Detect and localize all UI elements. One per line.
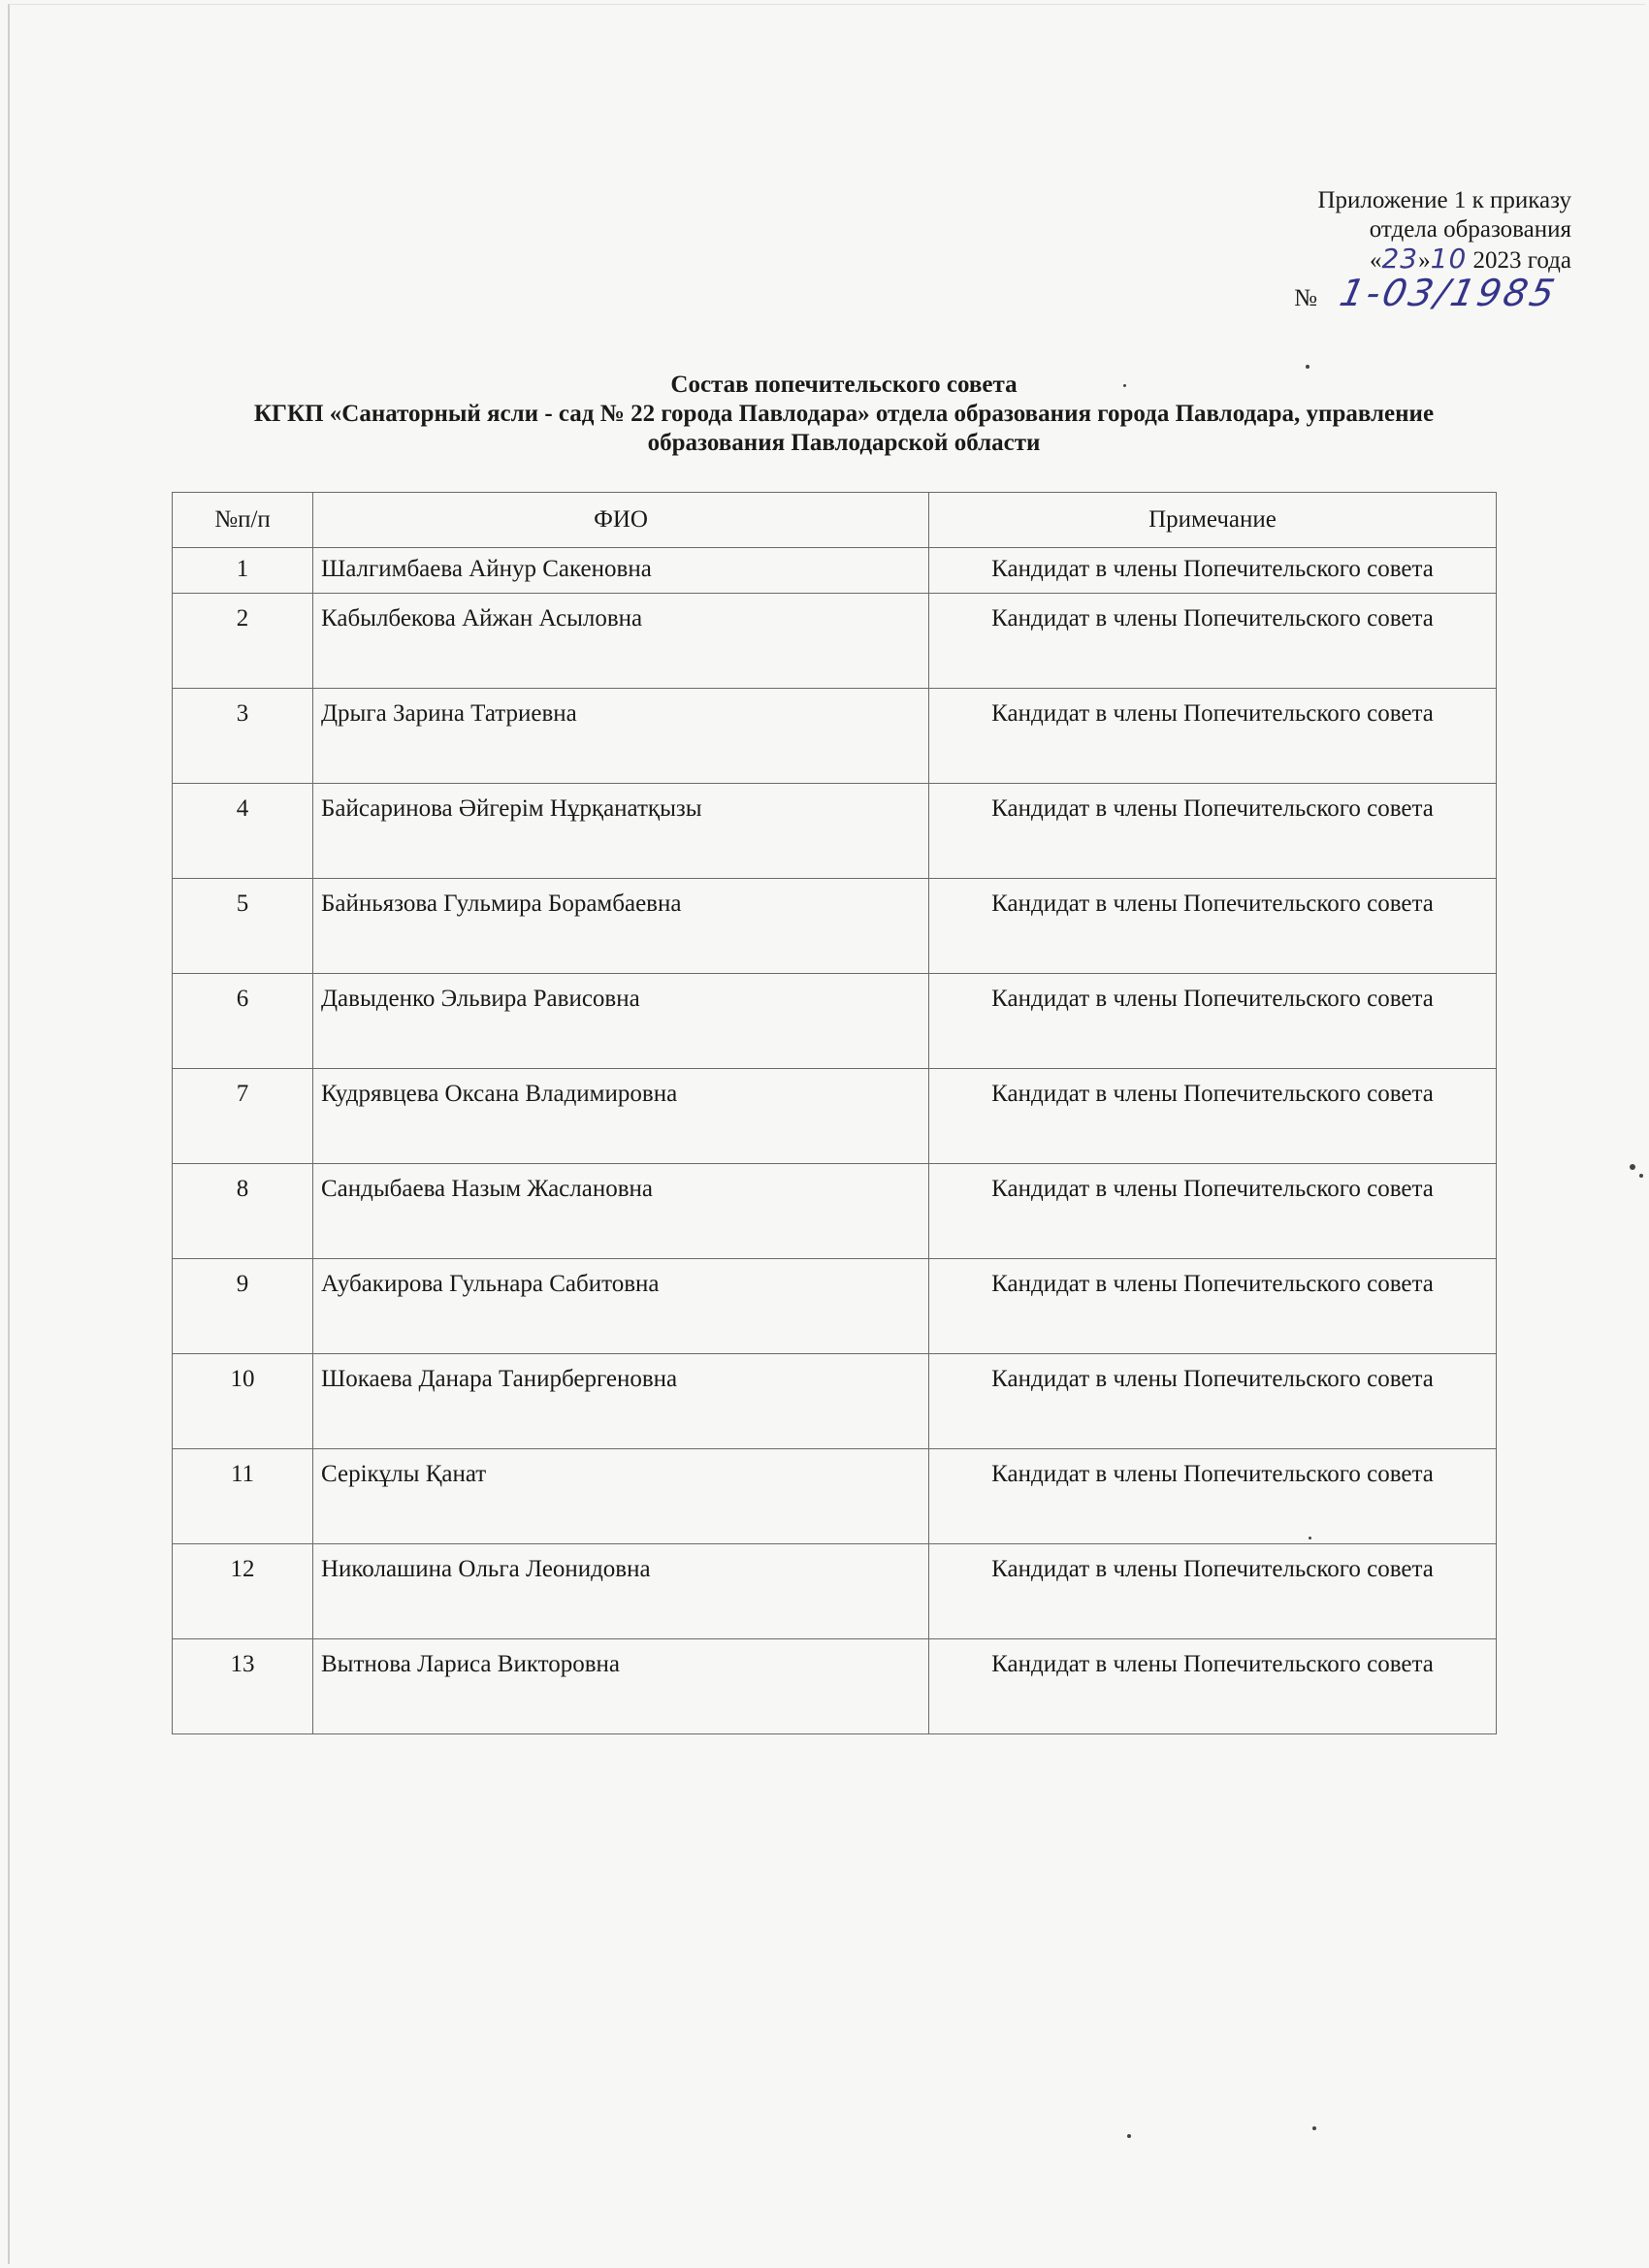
title-line-1: Состав попечительского совета — [670, 372, 1018, 398]
table-row — [173, 1164, 1497, 1259]
appendix-line-1: Приложение 1 к приказу — [1317, 187, 1571, 213]
members-table — [172, 492, 1497, 1734]
row-note: Кандидат в члены Попечительского совета — [929, 974, 1497, 1069]
row-note: Кандидат в члены Попечительского совета — [929, 1449, 1497, 1544]
row-number: 13 — [173, 1639, 313, 1734]
row-number: 5 — [173, 879, 313, 974]
row-name: Шалгимбаева Айнур Сакеновна — [313, 548, 929, 594]
row-note: Кандидат в члены Попечительского совета — [929, 1639, 1497, 1734]
row-number: 11 — [173, 1449, 313, 1544]
table-row — [173, 689, 1497, 784]
header-name: ФИО — [313, 493, 929, 548]
date-month-handwritten: 10 — [1430, 243, 1468, 275]
scan-speck — [1309, 1537, 1311, 1539]
row-number: 1 — [173, 548, 313, 594]
row-name: Сандыбаева Назым Жаслановна — [313, 1164, 929, 1259]
row-number: 3 — [173, 689, 313, 784]
table-row — [173, 879, 1497, 974]
table-row — [173, 548, 1497, 594]
row-note: Кандидат в члены Попечительского совета — [929, 879, 1497, 974]
table-header-row — [173, 493, 1497, 548]
table-row — [173, 1544, 1497, 1639]
row-note: Кандидат в члены Попечительского совета — [929, 1164, 1497, 1259]
order-number-handwritten: 1-03/1985 — [1336, 272, 1562, 314]
row-note: Кандидат в члены Попечительского совета — [929, 1544, 1497, 1639]
row-note: Кандидат в члены Попечительского совета — [929, 548, 1497, 594]
row-number: 2 — [173, 594, 313, 689]
scan-speck — [1127, 2134, 1131, 2138]
row-number: 10 — [173, 1354, 313, 1449]
order-number-label: № — [1294, 285, 1317, 311]
appendix-header — [1317, 186, 1571, 275]
scan-speck — [1630, 1164, 1635, 1170]
header-number: №п/п — [173, 493, 313, 548]
row-name: Байньязова Гульмира Борамбаевна — [313, 879, 929, 974]
scan-speck — [1639, 1174, 1643, 1178]
row-number: 7 — [173, 1069, 313, 1164]
title-line-3: образования Павлодарской области — [647, 430, 1041, 456]
row-note: Кандидат в члены Попечительского совета — [929, 1259, 1497, 1354]
table-row — [173, 1354, 1497, 1449]
row-number: 4 — [173, 784, 313, 879]
scan-speck — [1312, 2126, 1316, 2130]
row-name: Давыденко Эльвира Рависовна — [313, 974, 929, 1069]
row-name: Николашина Ольга Леонидовна — [313, 1544, 929, 1639]
row-number: 6 — [173, 974, 313, 1069]
document-title — [165, 371, 1523, 458]
date-close-quote: » — [1418, 247, 1431, 274]
row-note: Кандидат в члены Попечительского совета — [929, 784, 1497, 879]
row-number: 12 — [173, 1544, 313, 1639]
scan-speck — [1306, 365, 1310, 369]
row-number: 9 — [173, 1259, 313, 1354]
row-note: Кандидат в члены Попечительского совета — [929, 594, 1497, 689]
date-day-handwritten: 23 — [1381, 243, 1419, 275]
row-name: Байсаринова Әйгерім Нұрқанатқызы — [313, 784, 929, 879]
table-row — [173, 1069, 1497, 1164]
row-name: Кабылбекова Айжан Асыловна — [313, 594, 929, 689]
scan-speck — [1123, 384, 1126, 387]
table-row — [173, 1259, 1497, 1354]
title-line-2: КГКП «Санаторный ясли - сад № 22 города Павлодара» отдела образования города Павлодара, управление — [253, 401, 1435, 427]
row-name: Серікұлы Қанат — [313, 1449, 929, 1544]
header-note: Примечание — [929, 493, 1497, 548]
row-name: Аубакирова Гульнара Сабитовна — [313, 1259, 929, 1354]
table-row — [173, 974, 1497, 1069]
table-row — [173, 594, 1497, 689]
date-open-quote: « — [1369, 247, 1382, 274]
row-note: Кандидат в члены Попечительского совета — [929, 1354, 1497, 1449]
table-row — [173, 784, 1497, 879]
appendix-line-2: отдела образования — [1369, 216, 1571, 243]
date-year: 2023 года — [1467, 247, 1571, 274]
row-name: Шокаева Данара Танирбергеновна — [313, 1354, 929, 1449]
row-name: Кудрявцева Оксана Владимировна — [313, 1069, 929, 1164]
table-row — [173, 1639, 1497, 1734]
order-number — [1294, 272, 1562, 314]
row-note: Кандидат в члены Попечительского совета — [929, 689, 1497, 784]
table-row — [173, 1449, 1497, 1544]
row-name: Дрыга Зарина Татриевна — [313, 689, 929, 784]
row-number: 8 — [173, 1164, 313, 1259]
row-name: Вытнова Лариса Викторовна — [313, 1639, 929, 1734]
row-note: Кандидат в члены Попечительского совета — [929, 1069, 1497, 1164]
